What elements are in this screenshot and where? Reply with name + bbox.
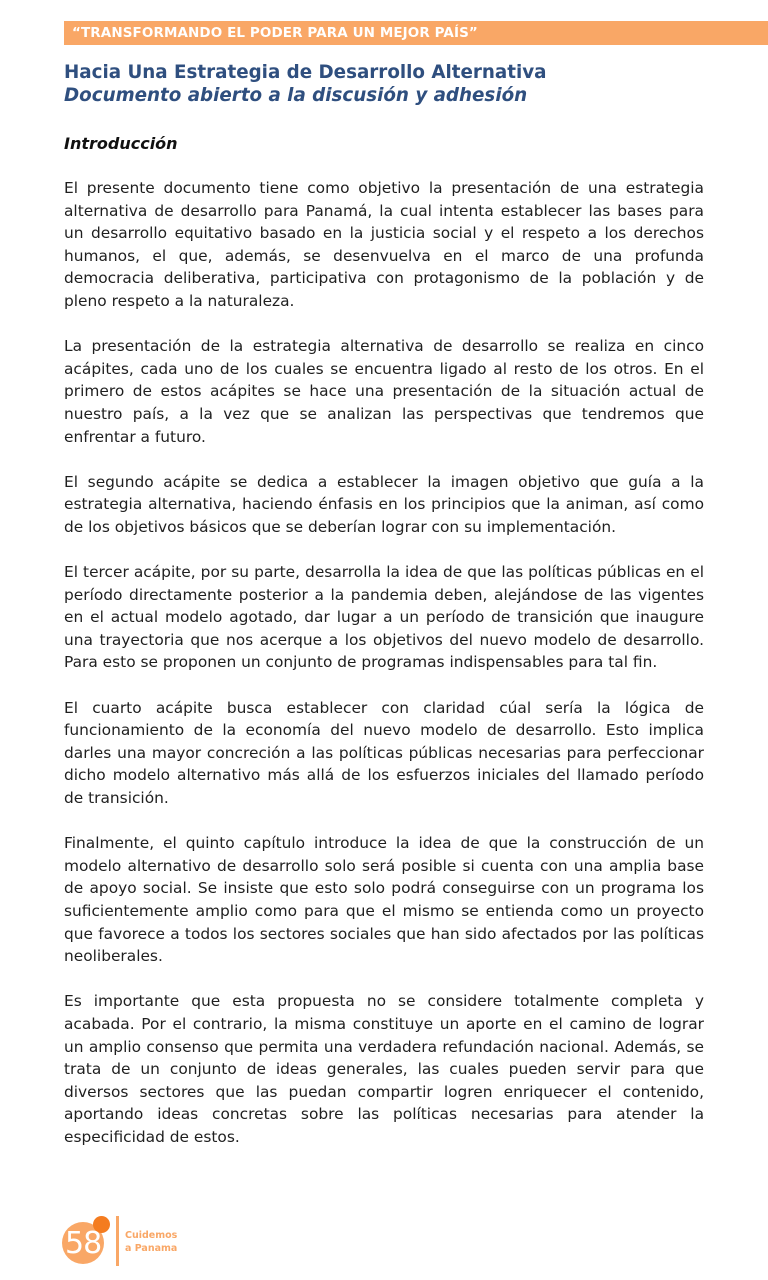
banner-slogan: “TRANSFORMANDO EL PODER PARA UN MEJOR PAÍS” — [72, 25, 478, 41]
paragraph: Es importante que esta propuesta no se considere totalmente completa y acabada. Por el contrario, la misma constituye un aporte en el camino de lograr un amplio consenso que permita una verdadera refundación nacional. Además, se trata de un conjunto de ideas generales, las cuales pueden servir para que diversos sectores que las puedan compartir logren enriquecer el contenido, aportando ideas concretas sobre las políticas necesarias para atender la especificidad de estos. — [64, 992, 704, 1146]
footer-divider — [116, 1216, 119, 1266]
body-text — [64, 177, 704, 1171]
footer-label-line1: Cuidemos — [125, 1230, 178, 1241]
page-number: 58 — [65, 1226, 102, 1261]
section-heading: Introducción — [64, 134, 178, 153]
paragraph: El tercer acápite, por su parte, desarrolla la idea de que las políticas públicas en el período directamente posterior a la pandemia deben, alejándose de las vigentes en el actual modelo agotado, dar lugar a un período de transición que inaugure una trayectoria que nos acerque a los objetivos del nuevo modelo de desarrollo. Para esto se proponen un conjunto de programas indispensables para tal fin. — [64, 563, 704, 672]
paragraph: El segundo acápite se dedica a establecer la imagen objetivo que guía a la estrategia alternativa, haciendo énfasis en los principios que la animan, así como de los objetivos básicos que se deberían lograr con su implementación. — [64, 472, 704, 536]
footer-label — [125, 1229, 177, 1255]
footer-label-line2: a Panama — [125, 1243, 178, 1254]
paragraph: La presentación de la estrategia alternativa de desarrollo se realiza en cinco acápites, cada uno de los cuales se encuentra ligado al resto de los otros. En el primero de estos acápites se hace una presentación de la situación actual de nuestro país, a la vez que se analizan las perspectivas que tendremos que enfrentar a futuro. — [64, 337, 704, 446]
paragraph: El cuarto acápite busca establecer con claridad cúal sería la lógica de funcionamiento de la economía del nuevo modelo de desarrollo. Esto implica darles una mayor concreción a las políticas públicas necesarias para perfeccionar dicho modelo alternativo más allá de los esfuerzos iniciales del llamado período de transición. — [64, 698, 704, 808]
paragraph: Finalmente, el quinto capítulo introduce la idea de que la construcción de un modelo alternativo de desarrollo solo será posible si cuenta con una amplia base de apoyo social. Se insiste que esto solo podrá conseguirse con un programa los suficientemente amplio como para que el mismo se entienda como un proyecto que favorece a todos los sectores sociales que han sido afectados por las políticas neoliberales. — [64, 834, 704, 966]
document-subtitle: Documento abierto a la discusión y adhesión — [64, 85, 528, 106]
page-footer — [62, 1216, 262, 1266]
document-title: Hacia Una Estrategia de Desarrollo Alternativa — [64, 62, 547, 83]
header-banner — [64, 21, 768, 45]
paragraph: El presente documento tiene como objetivo la presentación de una estrategia alternativa de desarrollo para Panamá, la cual intenta establecer las bases para un desarrollo equitativo basado en la justicia social y el respeto a los derechos humanos, el que, además, se desenvuelva en el marco de una profunda democracia deliberativa, participativa con protagonismo de la población y de pleno respeto a la naturaleza. — [64, 179, 704, 310]
